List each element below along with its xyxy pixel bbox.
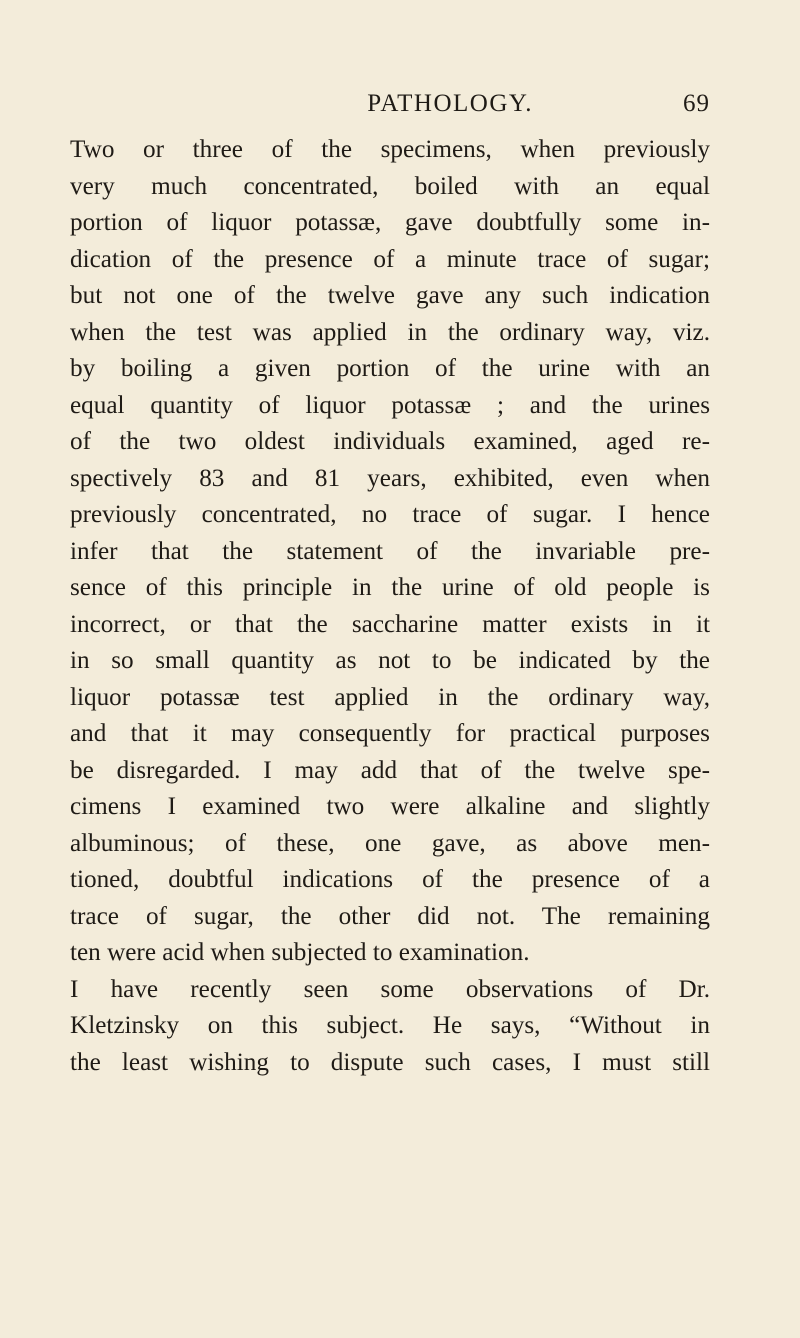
text-line: ten were acid when subjected to examination.	[70, 939, 530, 966]
text-line: trace of sugar, the other did not. The remaining	[70, 902, 710, 930]
text-line: sence of this principle in the urine of old people is	[70, 574, 710, 601]
text-line: Kletzinsky on this subject. He says, “Without in	[70, 1012, 710, 1039]
text-line: very much concentrated, boiled with an equal	[70, 172, 710, 200]
text-line: in so small quantity as not to be indicated by the	[70, 647, 710, 674]
text-line: I have recently seen some observations of Dr.	[70, 975, 710, 1003]
text-line: cimens I examined two were alkaline and slightly	[70, 793, 710, 820]
text-line: when the test was applied in the ordinary way, viz.	[70, 318, 710, 346]
running-title: PATHOLOGY.	[367, 90, 533, 117]
text-line: albuminous; of these, one gave, as above men-	[70, 829, 710, 857]
text-line: be disregarded. I may add that of the twelve spe-	[70, 756, 710, 784]
text-line: equal quantity of liquor potassæ ; and the urines	[70, 391, 710, 419]
text-line: spectively 83 and 81 years, exhibited, even when	[70, 464, 710, 492]
text-line: infer that the statement of the invariable pre-	[70, 537, 710, 565]
text-line: portion of liquor potassæ, gave doubtfully some in-	[70, 209, 710, 236]
text-line: Two or three of the specimens, when previously	[70, 136, 710, 163]
book-page	[70, 90, 710, 1081]
text-line: but not one of the twelve gave any such indication	[70, 282, 710, 309]
text-line: of the two oldest individuals examined, aged re-	[70, 428, 710, 455]
page-number: 69	[683, 90, 710, 117]
body-text	[70, 132, 710, 1081]
text-line: tioned, doubtful indications of the presence of a	[70, 866, 710, 893]
text-line: the least wishing to dispute such cases, I must still	[70, 1048, 710, 1076]
running-head	[70, 90, 710, 118]
text-line: previously concentrated, no trace of sugar. I hence	[70, 501, 710, 528]
text-line: and that it may consequently for practical purposes	[70, 720, 710, 747]
text-line: liquor potassæ test applied in the ordinary way,	[70, 683, 710, 711]
text-line: incorrect, or that the saccharine matter exists in it	[70, 610, 710, 638]
text-line: by boiling a given portion of the urine with an	[70, 355, 710, 382]
text-line: dication of the presence of a minute trace of sugar;	[70, 245, 710, 273]
